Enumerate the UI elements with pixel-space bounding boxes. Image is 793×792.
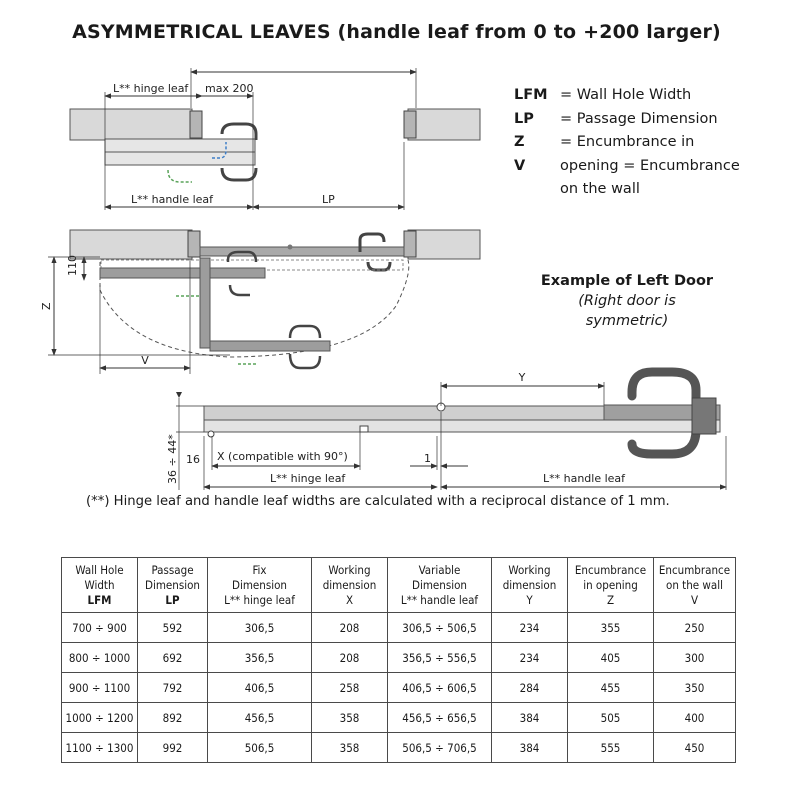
legend-row: Z = Encumbrance in xyxy=(514,134,695,150)
handle-icon xyxy=(290,326,320,338)
pivot-icon xyxy=(288,245,293,250)
table-header: Working dimension X xyxy=(312,558,388,613)
label-x-compatible: X (compatible with 90°) xyxy=(217,450,348,463)
handle-icon xyxy=(230,285,250,295)
legend-row: on the wall xyxy=(560,181,640,197)
label-1: 1 xyxy=(424,452,431,465)
label-handle-leaf-bottom: L** handle leaf xyxy=(543,472,626,485)
label-hinge-leaf: L** hinge leaf xyxy=(113,82,189,95)
page-title: ASYMMETRICAL LEAVES (handle leaf from 0 to +200 larger) xyxy=(72,21,721,43)
table-header: Variable Dimension L** handle leaf xyxy=(388,558,492,613)
lever-handle-icon xyxy=(632,372,696,400)
table-row: 1100 ÷ 1300 992 506,5 358 506,5 ÷ 706,5 384 555 450 xyxy=(62,733,736,763)
leaf-profile-lower xyxy=(204,420,720,432)
wall-left xyxy=(70,109,192,140)
table-row: 700 ÷ 900 592 306,5 208 306,5 ÷ 506,5 234 355 250 xyxy=(62,613,736,643)
jamb-right xyxy=(404,111,416,138)
wall-right xyxy=(408,109,480,140)
handle-swing-icon xyxy=(168,170,192,182)
hinge-leaf-closed xyxy=(105,139,255,152)
jamb-left xyxy=(188,231,200,257)
jamb-right xyxy=(404,231,416,257)
label-z: Z xyxy=(40,302,53,310)
jamb-left xyxy=(190,111,202,138)
table-header: Encumbrance in opening Z xyxy=(568,558,654,613)
table-header: Fix Dimension L** hinge leaf xyxy=(208,558,312,613)
label-handle-leaf: L** handle leaf xyxy=(131,193,214,206)
table-header: Passage Dimension LP xyxy=(138,558,208,613)
table-header: Working dimension Y xyxy=(492,558,568,613)
label-110: 110 xyxy=(66,255,79,276)
handle-icon xyxy=(368,262,390,270)
leaf-profile-upper xyxy=(204,406,604,420)
wall-right xyxy=(408,230,480,259)
label-v: V xyxy=(141,354,149,367)
table-header-row xyxy=(62,558,736,613)
legend xyxy=(514,84,750,202)
top-view-open xyxy=(40,230,480,374)
dimensions-table xyxy=(61,557,736,763)
footnote: (**) Hinge leaf and handle leaf widths are calculated with a reciprocal distance of 1 mm. xyxy=(86,494,670,509)
handle-icon xyxy=(222,124,256,140)
side-view-detail xyxy=(166,371,726,490)
handle-icon xyxy=(290,354,320,368)
folded-handle-leaf xyxy=(210,341,330,351)
legend-row: LP = Passage Dimension xyxy=(514,110,718,127)
label-max-200: max 200 xyxy=(205,82,254,95)
label-hinge-leaf-bottom: L** hinge leaf xyxy=(270,472,346,485)
wall-left xyxy=(70,230,192,259)
example-subtitle-1: (Right door is xyxy=(578,293,676,309)
label-y: Y xyxy=(518,371,526,384)
table-row: 800 ÷ 1000 692 356,5 208 356,5 ÷ 556,5 234 405 300 xyxy=(62,643,736,673)
lever-handle-icon xyxy=(632,430,696,454)
folded-hinge-leaf xyxy=(100,268,265,278)
example-caption xyxy=(532,271,722,331)
legend-row: V opening = Encumbrance xyxy=(514,157,740,174)
label-lp: LP xyxy=(322,193,335,206)
hinge-pin-icon xyxy=(208,431,214,437)
table-header: Wall Hole Width LFM xyxy=(62,558,138,613)
folded-leaf-vertical xyxy=(200,258,210,348)
table-row: 1000 ÷ 1200 892 456,5 358 456,5 ÷ 656,5 384 505 400 xyxy=(62,703,736,733)
label-16: 16 xyxy=(186,453,200,466)
label-thickness: 36 ÷ 44* xyxy=(166,434,179,484)
handle-leaf-closed xyxy=(105,152,255,165)
legend-row: LFM = Wall Hole Width xyxy=(514,87,692,103)
example-title: Example of Left Door xyxy=(540,273,714,289)
example-subtitle-2: symmetric) xyxy=(585,313,669,329)
handle-icon xyxy=(222,168,256,180)
table-row: 900 ÷ 1100 792 406,5 258 406,5 ÷ 606,5 284 455 350 xyxy=(62,673,736,703)
top-view-closed xyxy=(70,68,480,210)
table-header: Encumbrance on the wall V xyxy=(654,558,736,613)
